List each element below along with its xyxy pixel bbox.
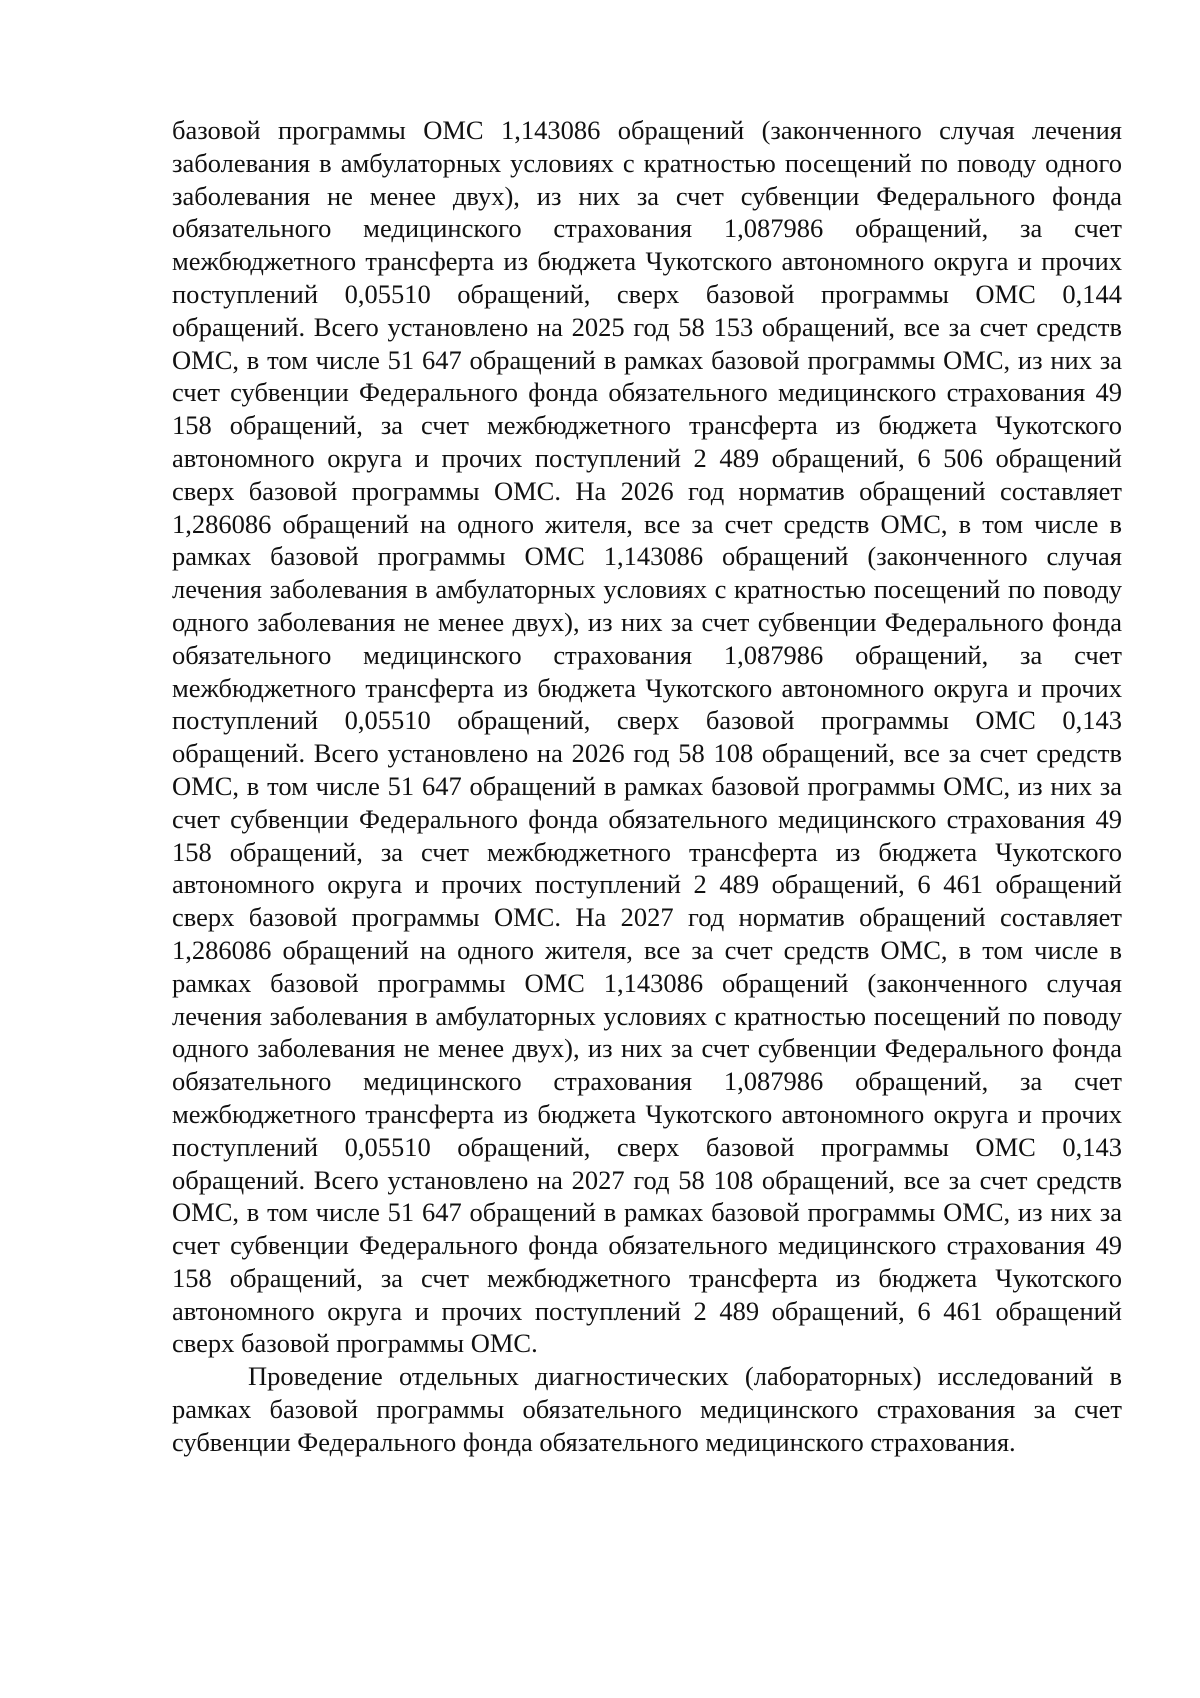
paragraph-continuation: базовой программы ОМС 1,143086 обращений (законченного случая лечения заболевания в амбулаторных условиях с кратностью посещений по поводу одного заболевания не менее двух), из них за счет субвенции Федерального фонда обязательного медицинского страхования 1,087986 обращений, за счет межбюджетного трансферта из бюджета Чукотского автономного округа и прочих поступлений 0,05510 обращений, сверх базовой программы ОМС 0,144 обращений. Всего установлено на 2025 год 58 153 обращений, все за счет средств ОМС, в том числе 51 647 обращений в рамках базовой программы ОМС, из них за счет субвенции Федерального фонда обязательного медицинского страхования 49 158 обращений, за счет межбюджетного трансферта из бюджета Чукотского автономного округа и прочих поступлений 2 489 обращений, 6 506 обращений сверх базовой программы ОМС. На 2026 год норматив обращений составляет 1,286086 обращений на одного жителя, все за счет средств ОМС, в том числе в рамках базовой программы ОМС 1,143086 обращений (законченного случая лечения заболевания в амбулаторных условиях с кратностью посещений по поводу одного заболевания не менее двух), из них за счет субвенции Федерального фонда обязательного медицинского страхования 1,087986 обращений, за счет межбюджетного трансферта из бюджета Чукотского автономного округа и прочих поступлений 0,05510 обращений, сверх базовой программы ОМС 0,143 обращений. Всего установлено на 2026 год 58 108 обращений, все за счет средств ОМС, в том числе 51 647 обращений в рамках базовой программы ОМС, из них за счет субвенции Федерального фонда обязательного медицинского страхования 49 158 обращений, за счет межбюджетного трансферта из бюджета Чукотского автономного округа и прочих поступлений 2 489 обращений, 6 461 обращений сверх базовой программы ОМС. На 2027 год норматив обращений составляет 1,286086 обращений на одного жителя, все за счет средств ОМС, в том числе в рамках базовой программы ОМС 1,143086 обращений (законченного случая лечения заболевания в амбулаторных условиях с кратностью посещений по поводу одного заболевания не менее двух), из них за счет субвенции Федерального фонда обязательного медицинского страхования 1,087986 обращений, за счет межбюджетного трансферта из бюджета Чукотского автономного округа и прочих поступлений 0,05510 обращений, сверх базовой программы ОМС 0,143 обращений. Всего установлено на 2027 год 58 108 обращений, все за счет средств ОМС, в том числе 51 647 обращений в рамках базовой программы ОМС, из них за счет субвенции Федерального фонда обязательного медицинского страхования 49 158 обращений, за счет межбюджетного трансферта из бюджета Чукотского автономного округа и прочих поступлений 2 489 обращений, 6 461 обращений сверх базовой программы ОМС. (172, 115, 1122, 1359)
paragraph-lab-diagnostics: Проведение отдельных диагностических (лабораторных) исследований в рамках базовой программы обязательного медицинского страхования за счет субвенции Федерального фонда обязательного медицинского страхования. (172, 1361, 1122, 1457)
document-body (172, 114, 1122, 1459)
